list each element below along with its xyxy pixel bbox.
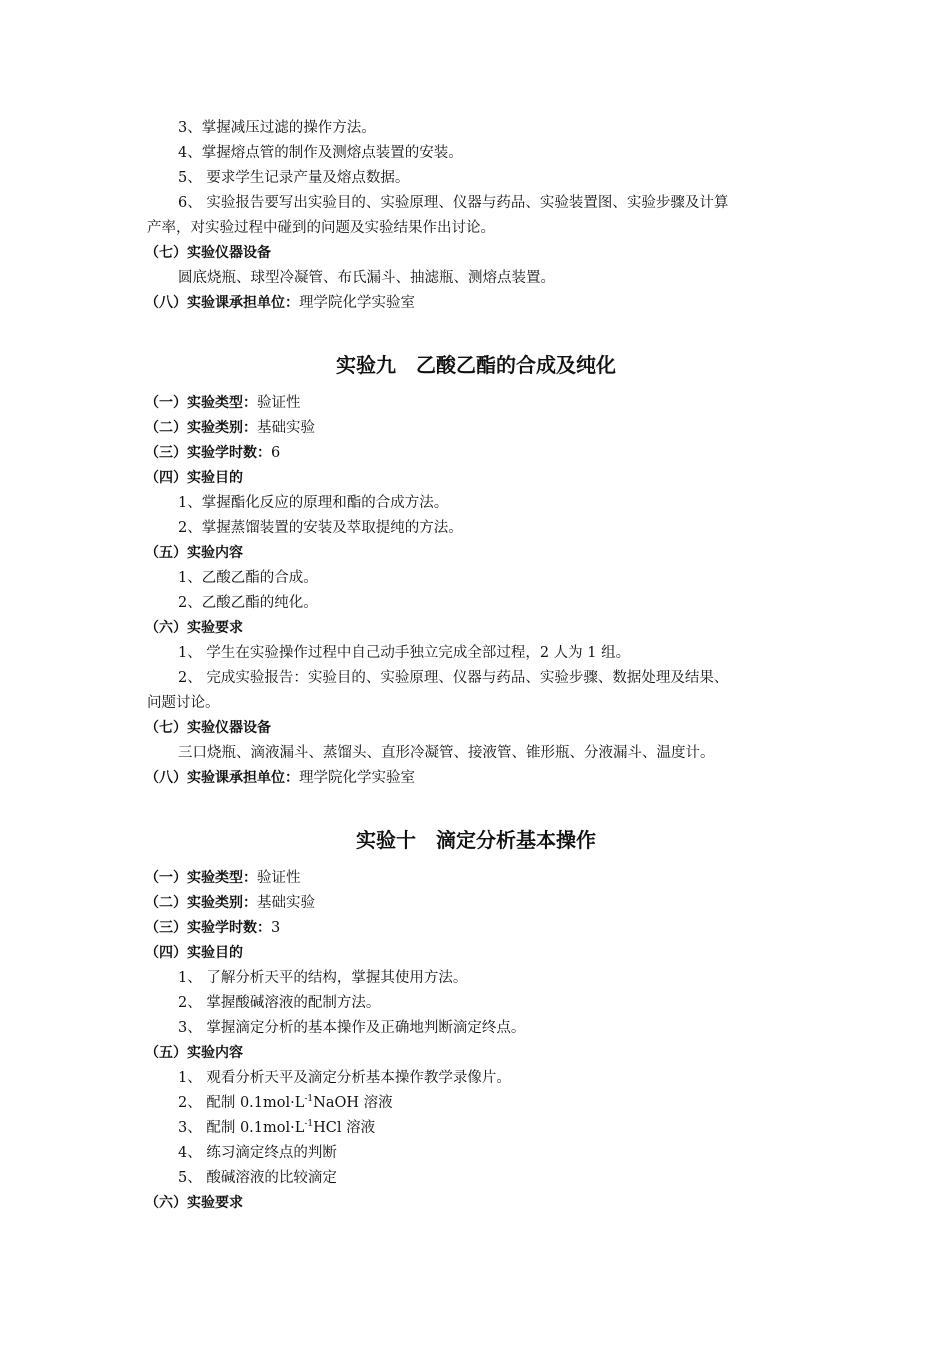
section-heading: （五）实验内容 bbox=[145, 545, 243, 561]
section-heading: （七）实验仪器设备 bbox=[145, 720, 271, 736]
text-line: 4、 练习滴定终点的判断 bbox=[178, 1145, 337, 1161]
text-line: 3、 配制 $0.1mol\cdot L^{-1}HCl$ 溶液 bbox=[178, 1119, 376, 1136]
text-line: 3、掌握减压过滤的操作方法。 bbox=[178, 120, 376, 136]
text-line: 2、 配制 $0.1mol\cdot L^{-1}NaOH$ 溶液 bbox=[178, 1094, 393, 1111]
text-line: 2、掌握蒸馏装置的安装及萃取提纯的方法。 bbox=[178, 520, 463, 536]
section-heading: （三）实验学时数：3 bbox=[145, 920, 281, 936]
text-line: 圆底烧瓶、球型冷凝管、布氏漏斗、抽滤瓶、测熔点装置。 bbox=[178, 270, 555, 286]
text-line: 6、 实验报告要写出实验目的、实验原理、仪器与药品、实验装置图、实验步骤及计算 bbox=[178, 195, 729, 211]
text-line: 2、 完成实验报告：实验目的、实验原理、仪器与药品、实验步骤、数据处理及结果、 bbox=[178, 670, 729, 686]
text-line: 3、 掌握滴定分析的基本操作及正确地判断滴定终点。 bbox=[178, 1020, 526, 1036]
text-line: 5、 要求学生记录产量及熔点数据。 bbox=[178, 170, 410, 186]
text-line: 1、掌握酯化反应的原理和酯的合成方法。 bbox=[178, 495, 449, 511]
section-heading: （八）实验课承担单位：理学院化学实验室 bbox=[145, 295, 415, 311]
section-heading: （一）实验类型：验证性 bbox=[145, 395, 301, 411]
section-heading: （三）实验学时数：6 bbox=[145, 445, 281, 461]
section-heading: （四）实验目的 bbox=[145, 945, 243, 961]
experiment-title: 实验九 乙酸乙酯的合成及纯化 bbox=[336, 353, 616, 377]
section-heading: （二）实验类别：基础实验 bbox=[145, 895, 315, 911]
text-line: 5、 酸碱溶液的比较滴定 bbox=[178, 1170, 337, 1186]
text-line: 2、乙酸乙酯的纯化。 bbox=[178, 595, 318, 611]
section-heading: （八）实验课承担单位：理学院化学实验室 bbox=[145, 770, 415, 786]
text-line: 产率，对实验过程中碰到的问题及实验结果作出讨论。 bbox=[147, 220, 495, 236]
text-line: 1、乙酸乙酯的合成。 bbox=[178, 570, 318, 586]
text-line: 1、 观看分析天平及滴定分析基本操作教学录像片。 bbox=[178, 1070, 511, 1086]
section-heading: （一）实验类型：验证性 bbox=[145, 870, 301, 886]
text-line: 2、 掌握酸碱溶液的配制方法。 bbox=[178, 995, 381, 1011]
text-line: 三口烧瓶、滴液漏斗、蒸馏头、直形冷凝管、接液管、锥形瓶、分液漏斗、温度计。 bbox=[178, 745, 715, 761]
section-heading: （二）实验类别：基础实验 bbox=[145, 420, 315, 436]
section-heading: （七）实验仪器设备 bbox=[145, 245, 271, 261]
section-heading: （五）实验内容 bbox=[145, 1045, 243, 1061]
section-heading: （四）实验目的 bbox=[145, 470, 243, 486]
text-line: 1、 了解分析天平的结构，掌握其使用方法。 bbox=[178, 970, 468, 986]
section-heading: （六）实验要求 bbox=[145, 620, 243, 636]
text-line: 1、 学生在实验操作过程中自己动手独立完成全部过程，2 人为 1 组。 bbox=[178, 645, 631, 661]
text-line: 问题讨论。 bbox=[147, 695, 220, 711]
section-heading: （六）实验要求 bbox=[145, 1195, 243, 1211]
experiment-title: 实验十 滴定分析基本操作 bbox=[356, 828, 596, 852]
text-line: 4、掌握熔点管的制作及测熔点装置的安装。 bbox=[178, 145, 463, 161]
